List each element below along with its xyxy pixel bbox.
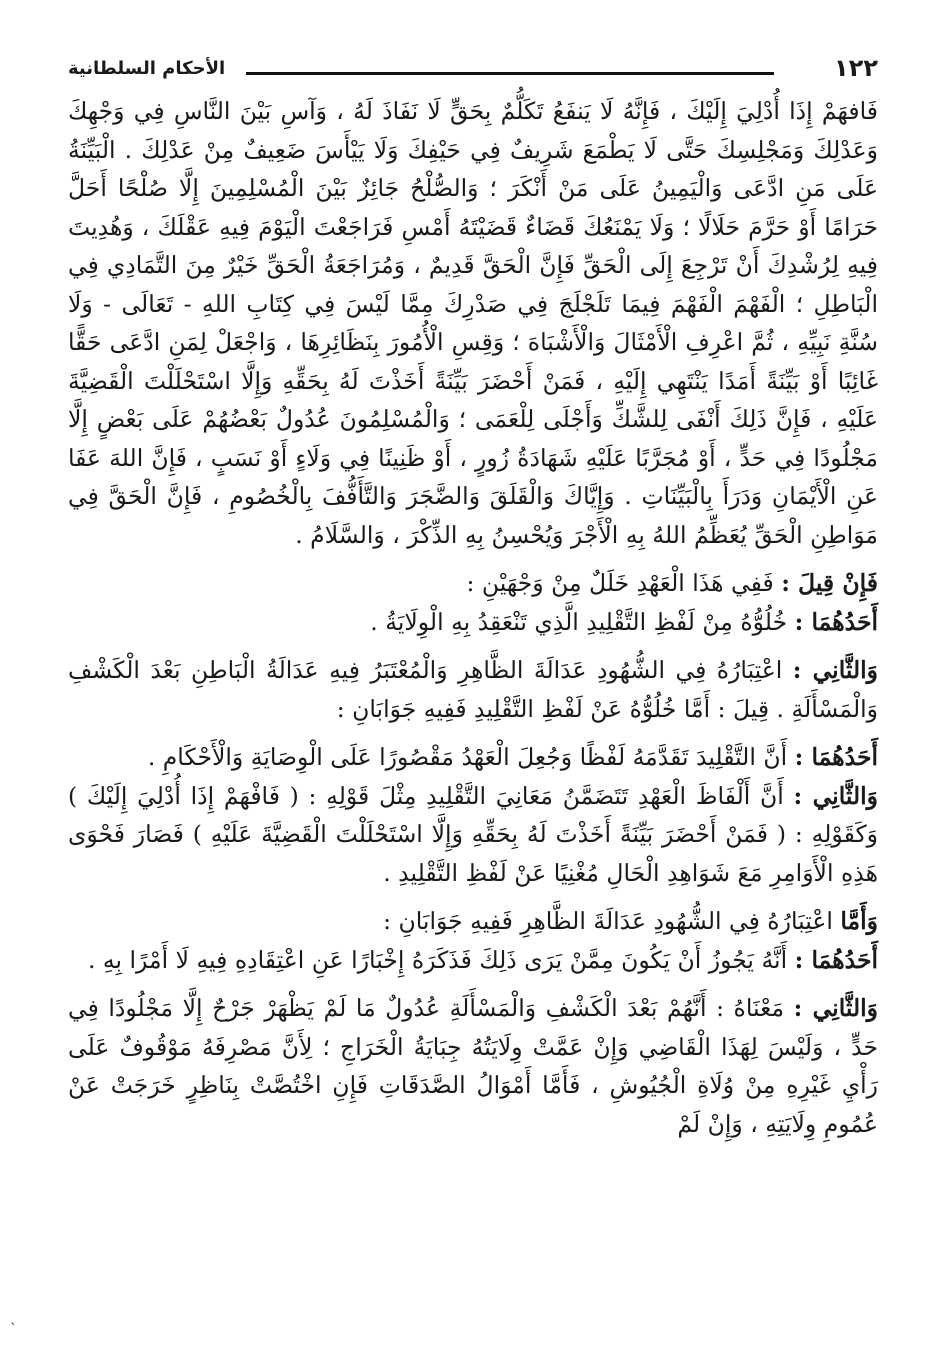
header-rule	[246, 72, 774, 75]
paragraph-lead: وَأَمَّا	[840, 907, 878, 935]
paragraph-text: اعْتِبَارُهُ فِي الشُّهُودِ عَدَالَةَ الظَّاهِرِ فَفِيهِ جَوَابَانِ :	[383, 907, 833, 935]
paragraph-text: اعْتِبَارُهُ فِي الشُّهُودِ عَدَالَةَ الظَّاهِرِ وَالْمُعْتَبَرُ فِيهِ عَدَالَةُ الْبَاطِنِ بَعْدَ الْكَشْفِ وَالْمَسْأَلَةِ . قِيلَ : أَمَّا خُلُوُّهُ عَنْ لَفْظِ التَّقْلِيدِ فَفِيهِ جَوَابَانِ :	[68, 656, 878, 723]
paragraph-text: فَفِي هَذَا الْعَهْدِ خَلَلٌ مِنْ وَجْهَيْنِ :	[466, 569, 774, 597]
paragraph-lead: وَالثَّانِي :	[793, 994, 878, 1022]
page-number: ١٢٢	[834, 54, 878, 82]
page-header	[68, 48, 878, 84]
paragraph	[68, 92, 878, 554]
paragraph	[68, 777, 878, 893]
paragraph-text: خُلُوُّهُ مِنْ لَفْظِ التَّقْلِيدِ الَّذِي تَنْعَقِدُ بِهِ الْوِلَايَةُ .	[370, 607, 788, 636]
paragraph	[68, 651, 878, 728]
paragraph-lead: وَالثَّانِي :	[793, 781, 878, 810]
paragraph-text: فَافهَمْ إِذَا أُدْلِيَ إِلَيْكَ ، فَإِنَّهُ لَا يَنفَعُ تَكَلُّمٌ بِحَقٍّ لَا نَفَاذَ لَهُ ، وَآسِ بَيْنَ النَّاسِ فِي وَجْهِكَ وَعَدْلِكَ وَمَجْلِسِكَ حَتَّى لَا يَطْمَعَ شَرِيفٌ فِي حَيْفِكَ وَلَا يَيْأَسَ ضَعِيفٌ مِنْ عَدْلِكَ . الْبَيِّنَةُ عَلَى مَنِ ادَّعَى وَالْيَمِينُ عَلَى مَنْ أَنْكَرَ ؛ وَالصُّلْحُ جَائِزٌ بَيْنَ الْمُسْلِمِينَ إِلَّا صُلْحًا أَحَلَّ حَرَامًا أَوْ حَرَّمَ حَلَالًا ؛ وَلَا يَمْنَعُكَ قَضَاءٌ قَضَيْتَهُ أَمْسِ فَرَاجَعْتَ الْيَوْمَ فِيهِ عَقْلَكَ ، وَهُدِيتَ فِيهِ لِرُشْدِكَ أَنْ تَرْجِعَ إِلَى الْحَقِّ فَإِنَّ الْحَقَّ قَدِيمٌ ، وَمُرَاجَعَةُ الْحَقِّ خَيْرٌ مِنَ التَّمَادِي فِي الْبَاطِلِ ؛ الْفَهْمَ الْفَهْمَ فِيمَا تَلَجْلَجَ فِي صَدْرِكَ مِمَّا لَيْسَ فِي كِتَابِ اللهِ - تَعَالَى - وَلَا سُنَّةِ نَبِيِّهِ ، ثُمَّ اعْرِفِ الْأَمْثَالَ وَالْأَشْبَاهَ ؛ وَقِسِ الْأُمُورَ بِنَظَائِرِهَا ، وَاجْعَلْ لِمَنِ ادَّعَى حَقًّا غَائِبًا أَوْ بَيِّنَةً أَمَدًا يَنْتَهِي إِلَيْهِ ، فَمَنْ أَحْضَرَ بَيِّنَةً أَخَذْتَ لَهُ بِحَقِّهِ وَإِلَّا اسْتَحْلَلْتَ الْقَضِيَّةَ عَلَيْهِ ، فَإِنَّ ذَلِكَ أَنْفَى لِلشَّكِّ وَأَجْلَى لِلْعَمَى ؛ وَالْمُسْلِمُونَ عُدُولٌ بَعْضُهُمْ عَلَى بَعْضٍ إِلَّا مَجْلُودًا فِي حَدٍّ ، أَوْ مُجَرَّبًا عَلَيْهِ شَهَادَةُ زُورٍ ، أَوْ ظَنِينًا فِي وَلَاءٍ أَوْ نَسَبٍ ، فَإِنَّ اللهَ عَفَا عَنِ الْأَيْمَانِ وَدَرَأَ بِالْبَيِّنَاتِ . وَإِيَّاكَ وَالْقَلَقَ وَالضَّجَرَ وَالتَّأَفُّفَ بِالْخُصُومِ ، فَإِنَّ الْحَقَّ فِي مَوَاطِنِ الْحَقِّ يُعَظِّمُ اللهُ بِهِ الْأَجْرَ وَيُحْسِنُ بِهِ الذِّكْرَ ، وَالسَّلَامُ .	[68, 97, 878, 549]
paragraph-text: أَنَّ أَلْفَاظَ الْعَهْدِ تَتَضَمَّنُ مَعَانِيَ التَّقْلِيدِ مِثْلَ قَوْلِهِ : ( فَافْهَمْ إِذَا أُدْلِيَ إِلَيْكَ ) وَكَقَوْلِهِ : ( فَمَنْ أَحْضَرَ بَيِّنَةً أَخَذْتَ لَهُ بِحَقِّهِ وَإِلَّا اسْتَحْلَلْتَ الْقَضِيَّةَ عَلَيْهِ ) فَصَارَ فَحْوَى هَذِهِ الْأَوَامِرِ مَعَ شَوَاهِدِ الْحَالِ مُغْنِيًا عَنْ لَفْظِ التَّقْلِيدِ .	[68, 781, 878, 887]
scan-mark: `	[10, 1322, 17, 1338]
paragraph-lead: فَإِنْ قِيلَ :	[781, 569, 878, 597]
book-page	[68, 48, 878, 1338]
body-text	[68, 92, 878, 1143]
paragraph	[68, 902, 878, 941]
paragraph	[68, 564, 878, 603]
paragraph-text: أَنَّ التَّقْلِيدَ تَقَدَّمَهُ لَفْظًا وَجُعِلَ الْعَهْدُ مَقْصُورًا عَلَى الْوِصَايَةِ وَالْأَحْكَامِ .	[147, 743, 788, 771]
paragraph	[68, 603, 878, 642]
book-title: الأحكام السلطانية	[68, 58, 226, 79]
paragraph	[68, 738, 878, 777]
paragraph	[68, 989, 878, 1143]
paragraph-text: أَنَّهُ يَجُوزُ أَنْ يَكُونَ مِمَّنْ يَرَى ذَلِكَ فَذَكَرَهُ إِخْبَارًا عَنِ اعْتِقَادِهِ فِيهِ لَا أَمْرًا بِهِ .	[87, 945, 788, 974]
paragraph-lead: وَالثَّانِي :	[792, 656, 878, 684]
paragraph-lead: أَحَدُهُمَا :	[794, 607, 878, 636]
paragraph	[68, 941, 878, 980]
paragraph-text: مَعْنَاهُ : أَنَّهُمْ بَعْدَ الْكَشْفِ وَالْمَسْأَلَةِ عُدُولٌ مَا لَمْ يَظْهَرْ جَرْحٌ إِلَّا مَجْلُودًا فِي حَدٍّ ، وَلَيْسَ لِهَذَا الْقَاضِي وَإِنْ عَمَّتْ وِلَايَتُهُ جِبَايَةُ الْخَرَاجِ ؛ لِأَنَّ مَصْرِفَهُ مَوْقُوفٌ عَلَى رَأْيِ غَيْرِهِ مِنْ وُلَاةِ الْجُيُوشِ ، فَأَمَّا أَمْوَالُ الصَّدَقَاتِ فَإِنِ اخْتُصَّتْ بِنَاظِرٍ خَرَجَتْ عَنْ عُمُومِ وِلَايَتِهِ ، وَإِنْ لَمْ	[68, 994, 878, 1138]
paragraph-lead: أَحَدُهُمَا :	[794, 743, 878, 771]
paragraph-lead: أَحَدُهُمَا :	[794, 945, 878, 974]
